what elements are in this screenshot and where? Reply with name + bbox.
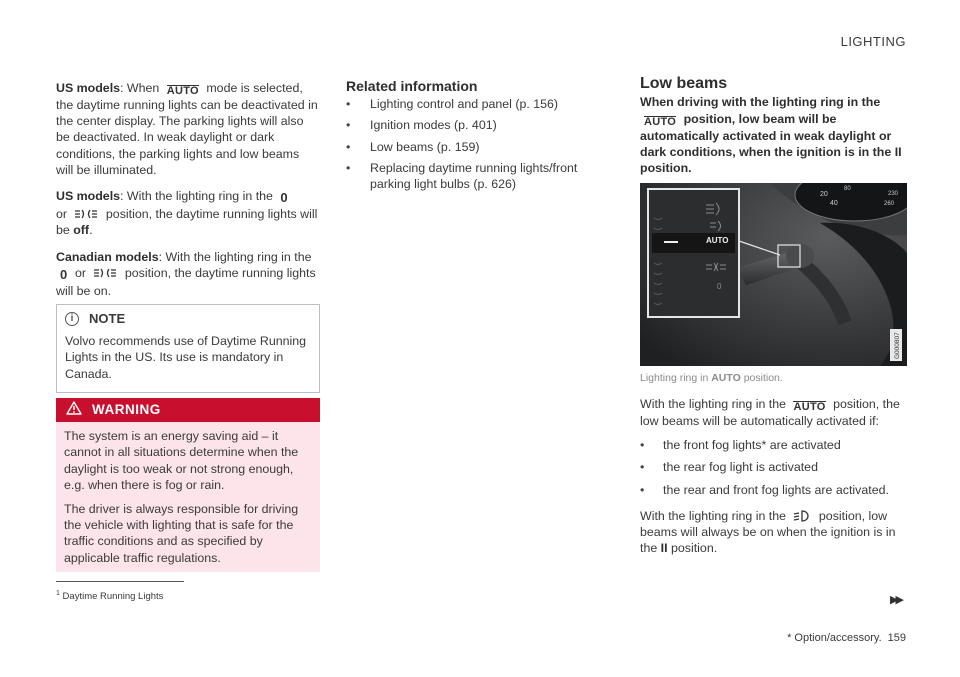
low-beams-section — [640, 76, 908, 564]
page-footer — [781, 630, 906, 646]
low-beams-title: Low beams — [640, 75, 728, 92]
photo-caption: Lighting ring in AUTO position. — [640, 371, 783, 384]
footnote-divider — [56, 581, 184, 582]
condition-list — [640, 437, 908, 498]
info-icon: i — [65, 312, 79, 326]
us-models-off-paragraph: US models: With the lighting ring in the 0 or position, the daytime running lights will be off. — [56, 189, 318, 238]
image-code: G000807 — [894, 332, 901, 359]
display-auto-label: AUTO — [706, 235, 729, 245]
warning-body — [56, 422, 320, 572]
auto-symbol-icon: AUTO — [166, 85, 199, 97]
auto-symbol-icon: AUTO — [793, 401, 826, 414]
display-zero-label: 0 — [717, 281, 722, 291]
page-number: 159 — [887, 632, 906, 644]
related-link[interactable]: • Replacing daytime running lights/front parking light bulbs (p. 626) — [346, 160, 578, 192]
low-beam-icon — [793, 510, 811, 522]
section-header: LIGHTING — [840, 34, 906, 49]
warning-paragraph: The system is an energy saving aid – it cannot in all situations determine when the daylight is too weak or not strong enough, e.g. when there is fog or rain. — [64, 429, 299, 492]
speed-label: 20 — [820, 190, 828, 198]
related-link[interactable]: • Lighting control and panel (p. 156) — [346, 97, 559, 112]
warning-paragraph: The driver is always responsible for driving the vehicle with lighting that is safe for the traffic conditions and as specified by applicable traffic regulations. — [64, 502, 299, 565]
related-list — [346, 96, 601, 192]
warning-header — [56, 398, 320, 422]
list-item: • the rear and front fog lights are activated. — [640, 482, 889, 497]
speed-label: 80 — [844, 185, 851, 192]
note-header — [57, 305, 319, 333]
speed-label: 260 — [884, 200, 895, 207]
zero-position-icon: 0 — [280, 190, 288, 206]
list-item: • the rear fog light is activated — [640, 460, 818, 475]
option-note: * Option/accessory. — [787, 632, 882, 644]
auto-activation-paragraph: With the lighting ring in the AUTO position, the low beams will be automatically activated if: — [640, 397, 900, 429]
related-information — [346, 78, 601, 197]
parking-light-icon — [74, 208, 98, 220]
warning-title: WARNING — [92, 402, 161, 417]
note-box — [56, 304, 320, 393]
warning-triangle-icon — [66, 401, 82, 419]
auto-symbol-icon: AUTO — [644, 115, 677, 128]
low-beam-always-paragraph: With the lighting ring in the position, low beams will always be on when the ignition is in the II position. — [640, 508, 896, 556]
list-item: • the front fog lights* are activated — [640, 438, 841, 453]
zero-position-icon: 0 — [60, 266, 68, 282]
parking-light-icon — [93, 267, 117, 279]
footnote: $^1$ Daytime Running Lights — [56, 590, 164, 603]
daytime-lights-text — [56, 80, 318, 309]
canadian-models-paragraph: Canadian models: With the lighting ring in the 0 or position, the daytime running lights will be on. — [56, 249, 316, 299]
low-beams-intro: When driving with the lighting ring in the AUTO position, low beam will be automatically activated in weak daylight or dark conditions, when the ignition is in the II position. — [640, 95, 902, 176]
related-link[interactable]: • Ignition modes (p. 401) — [346, 118, 497, 133]
lighting-ring-photo — [640, 183, 907, 366]
us-models-auto-paragraph: US models: When AUTO mode is selected, the daytime running lights can be deactivated in the center display. The parking lights will also be deactivated. In weak daylight or dark conditions, the parking lights and low beams will be illuminated. — [56, 81, 318, 177]
note-title: NOTE — [89, 311, 126, 326]
speed-label: 40 — [830, 199, 838, 207]
next-page-icon[interactable]: ▶▶ — [890, 594, 901, 606]
warning-box — [56, 398, 320, 572]
note-text: Volvo recommends use of Daytime Running Lights in the US. Its use is mandatory in Canada. — [65, 334, 307, 381]
related-link[interactable]: • Low beams (p. 159) — [346, 139, 480, 154]
speed-label: 230 — [888, 190, 899, 197]
related-title: Related information — [346, 78, 478, 94]
